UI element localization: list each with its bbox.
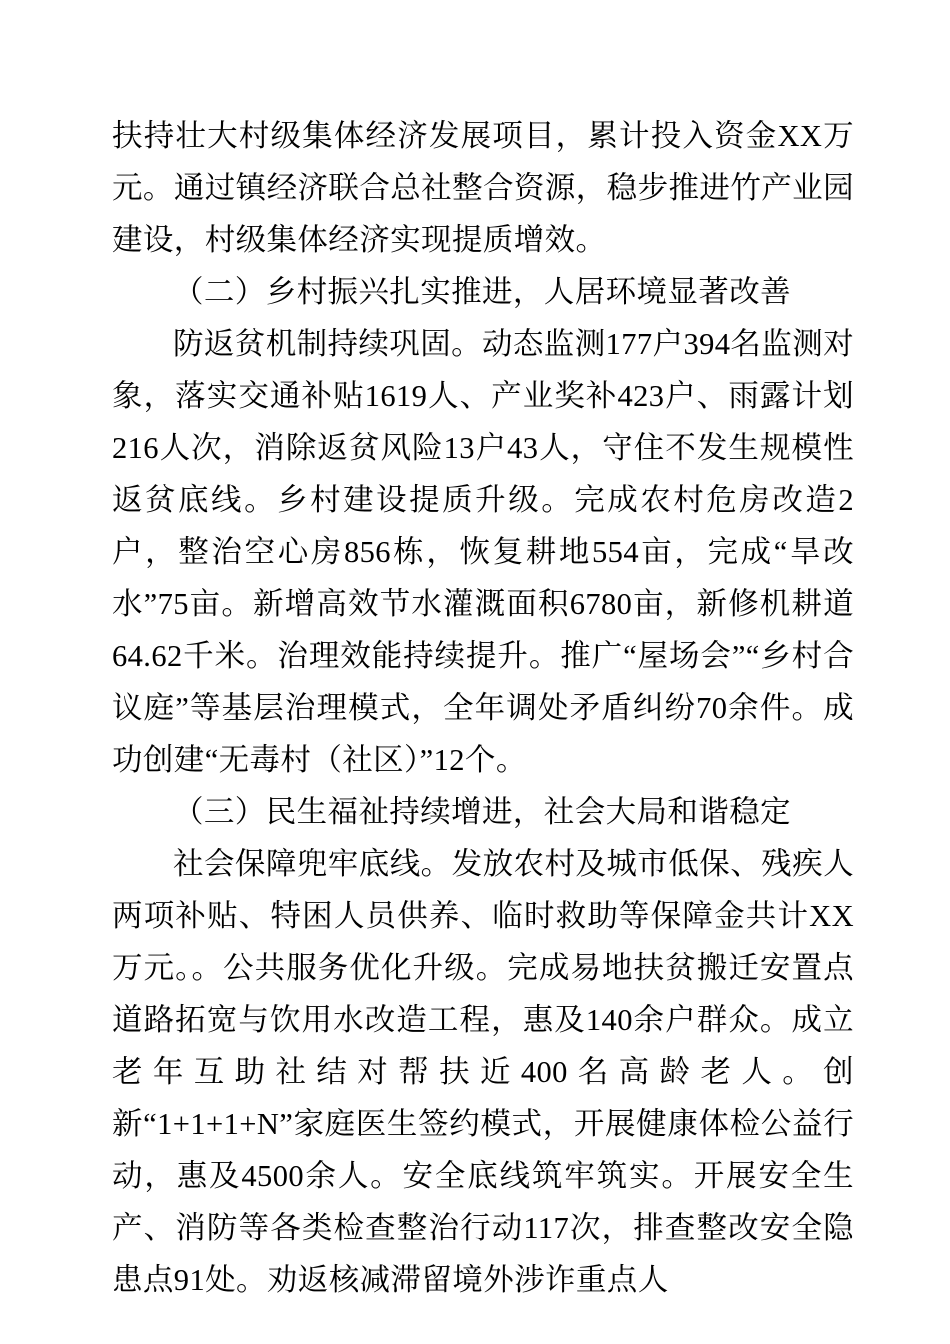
- paragraph-social-welfare: 社会保障兜牢底线。发放农村及城市低保、残疾人两项补贴、特困人员供养、临时救助等保障金共计XX万元。。公共服务优化升级。完成易地扶贫搬迁安置点道路拓宽与饮用水改造工程，惠及140余户群众。成立老年互助社结对帮扶近400名高龄老人。创新“1+1+1+N”家庭医生签约模式，开展健康体检公益行动，惠及4500余人。安全底线筑牢筑实。开展安全生产、消防等各类检查整治行动117次，排查整改安全隐患点91处。劝返核减滞留境外涉诈重点人: [112, 847, 854, 1297]
- document-text-body: [112, 110, 854, 1306]
- heading-section-two: （二）乡村振兴扎实推进，人居环境显著改善: [173, 275, 791, 309]
- paragraph-collective-economy-continued: 扶持壮大村级集体经济发展项目，累计投入资金XX万元。通过镇经济联合总社整合资源，稳步推进竹产业园建设，村级集体经济实现提质增效。: [112, 119, 854, 257]
- heading-section-three: （三）民生福祉持续增进，社会大局和谐稳定: [173, 795, 791, 829]
- paragraph-rural-revitalization: 防返贫机制持续巩固。动态监测177户394名监测对象，落实交通补贴1619人、产业奖补423户、雨露计划216人次，消除返贫风险13户43人，守住不发生规模性返贫底线。乡村建设提质升级。完成农村危房改造2户，整治空心房856栋，恢复耕地554亩，完成“旱改水”75亩。新增高效节水灌溉面积6780亩，新修机耕道64.62千米。治理效能持续提升。推广“屋场会”“乡村合议庭”等基层治理模式，全年调处矛盾纠纷70余件。成功创建“无毒村（社区）”12个。: [112, 327, 854, 777]
